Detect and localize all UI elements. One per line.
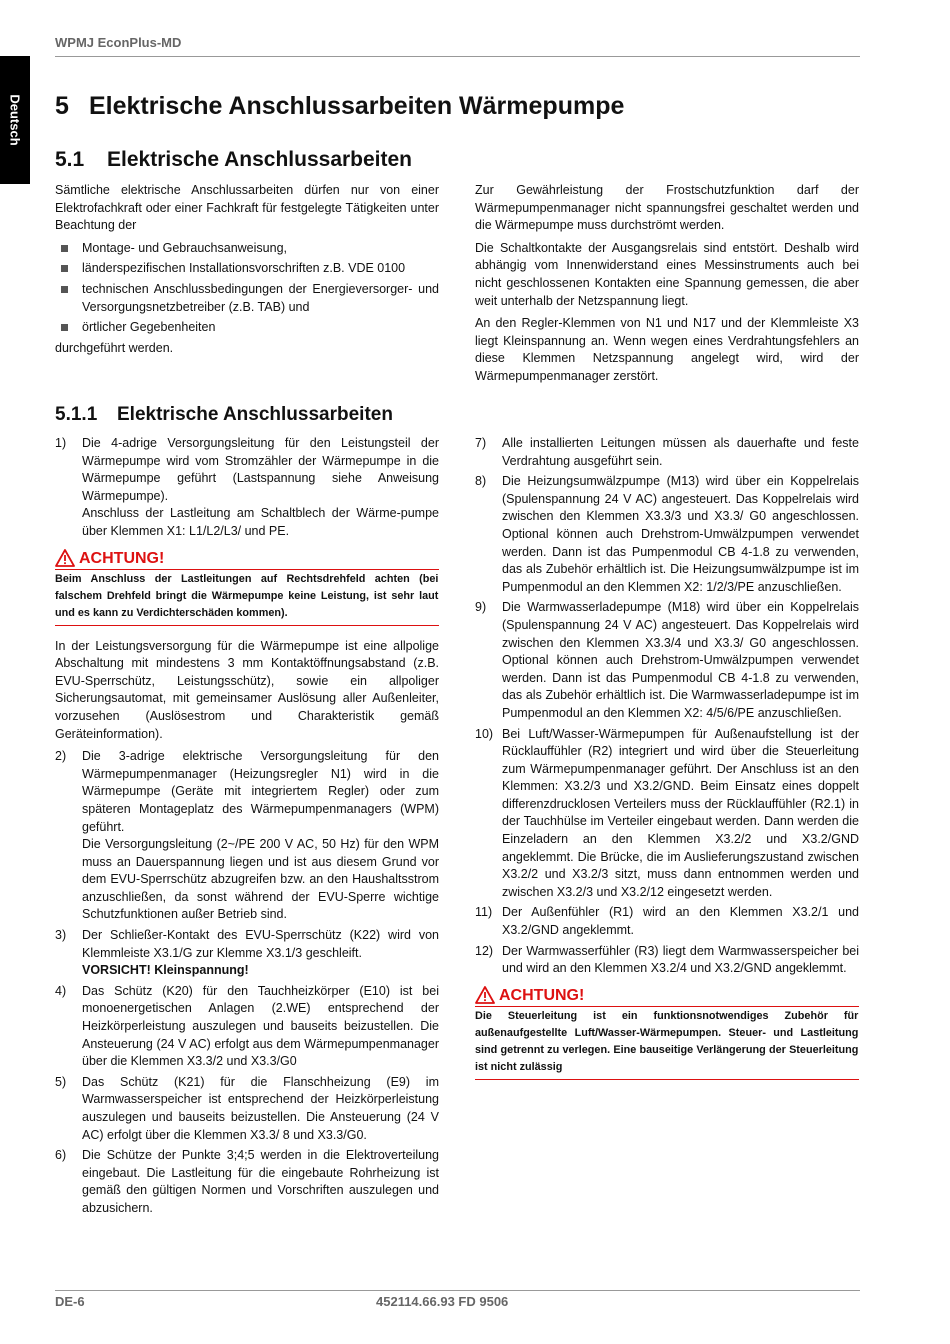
item-number: 2) <box>55 749 67 764</box>
bullet-square-icon <box>61 265 68 272</box>
item-number: 10) <box>475 726 494 741</box>
item-number: 3) <box>55 928 67 943</box>
paragraph: Zur Gewährleistung der Frostschutzfunktion darf der Wärmepumpenmanager nicht spannungsfrei geschaltet werden und die Wärmepumpe muss durchströmt werden. <box>475 183 859 233</box>
language-side-tab <box>0 56 30 184</box>
item-text: Das Schütz (K20) für den Tauchheizkörper (E10) ist bei monoenergetischen Anlagen (2.WE) entsprechend der Heizkörperleistung auszulegen und bauseits beizustellen. Die Ansteuerung (24 V AC) erfolgt aus dem Wärmepumpenmanager über die Klemmen X3.3/2 und X3.3/G0 <box>82 983 439 1069</box>
bullet-item <box>55 240 439 258</box>
bullet-text: örtlicher Gegebenheiten <box>82 320 216 335</box>
bullet-item <box>55 319 439 337</box>
bullet-square-icon <box>61 245 68 252</box>
paragraph: An den Regler-Klemmen von N1 und N17 und der Klemmleiste X3 liegt Kleinspannung an. Wenn wegen eines Verdrahtungsfehlers an diese Klemmen Netzspannung angelegt wird, wird der Wärmepumpenmanager zerstört. <box>475 316 859 383</box>
section-title: Elektrische Anschlussarbeiten <box>107 148 413 171</box>
item-text: Die 4-adrige Versorgungsleitung für den Leistungsteil der Wärmepumpe wird vom Stromzähler der Wärmepumpe in die Wärmepumpe geführt (Lastspannung siehe Anweisung Wärmepumpe). <box>82 436 439 503</box>
item-text: Der Warmwasserfühler (R3) liegt dem Warmwasserspeicher bei und wird an den Klemmen X3.2/4 und X3.2/GND angeklemmt. <box>502 943 859 976</box>
item-number: 5) <box>55 1074 67 1089</box>
intro-paragraph: Sämtliche elektrische Anschlussarbeiten dürfen nur von einer Elektrofachkraft oder einer Fachkraft für festgelegte Tätigkeiten unter Beachtung der <box>55 183 439 233</box>
item-number: 9) <box>475 600 487 615</box>
item-number: 1) <box>55 436 67 450</box>
numbered-item <box>475 904 859 939</box>
item-text: Der Außenfühler (R1) wird an den Klemmen X3.2/1 und X3.2/GND angeklemmt. <box>502 905 859 938</box>
paragraph: Die Schaltkontakte der Ausgangsrelais sind entstört. Deshalb wird abhängig vom Innenwiderstand eines Messinstruments auch bei nicht geschlossenen Kontakten eine Spannung gemessen, die aber weit unterhalb der Netzspannung liegt. <box>475 240 859 308</box>
item-text: Die 3-adrige elektrische Versorgungsleitung für den Wärmepumpenmanager (Heizungsregler N1) wird in die Wärmepumpe (Geräte mit integriertem Regler) oder zum späteren Montageplatz des Wärmepumpenmanagers (WPM) geführt. <box>82 749 439 834</box>
bullet-square-icon <box>61 324 68 331</box>
warning-rule <box>55 625 439 626</box>
bullet-text: technischen Anschlussbedingungen der Energieversorger- und Versorgungsnetzbetreiber (z.B. TAB) und <box>82 281 439 314</box>
numbered-item <box>55 1074 439 1144</box>
item-text: Die Heizungsumwälzpumpe (M13) wird über ein Koppelrelais (Spulenspannung 24 V AC) angesteuert. Das Koppelrelais wird zwischen den Klemmen X3.3/3 und X3.3/ G0 angeschlossen. Optional können auch Drehstrom-Umwälzpumpen verwendet werden. Dann ist das Pumpenmodul CB 4-1.8 zu verwenden, das als Zubehör erhältlich ist. Die Heizungsumwälzpumpe ist im Pumpenmodul an den Klemmen X2: 1/2/3/PE anzuschließen. <box>502 474 859 594</box>
numbered-item <box>475 726 859 902</box>
paragraph: In der Leistungsversorgung für die Wärmepumpe ist eine allpolige Abschaltung mit mindestens 3 mm Kontaktöffnungsabstand (z.B. EVU-Sperrschütz, Leistungsschütz), sowie ein allpoliger Sicherungsautomat, mit gemeinsamer Auslösung aller Außenleiter, vorzusehen (Auslösestrom und Charakteristik gemäß Geräteinformation). <box>55 638 439 741</box>
warning-box <box>55 549 439 626</box>
warning-box <box>475 986 859 1080</box>
item-text: Bei Luft/Wasser-Wärmepumpen für Außenaufstellung ist der Rücklauffühler (R2) integriert und wird über die Steuerleitung zum Wärmepumpenmanager geführt. Der Anschluss ist an den Klemmen: X3.2/3 und X3.2/GND. Beim Einsatz eines doppelt differenzdrucklosen Verteilers muss der Rücklauffühler (R2.1) in der Tauchhülse im Verteiler eingebaut werden. Dann werden die Einzeladern an den Klemmen X3.2/2 und X3.2/GND angeklemmt. Die Brücke, die im Auslieferungszustand zwischen X3.2/2 und X3.2/3 sitzt, muss dann entnommen werden und zwischen X3.2/3 und X3.2/12 eingesetzt werden. <box>502 726 859 899</box>
item-number: 11) <box>475 905 493 920</box>
item-text: Die Schütze der Punkte 3;4;5 werden in die Elektroverteilung eingebaut. Die Lastleitung für die eingebaute Rohrheizung ist gemäß den gültigen Normen und Vorschriften auszulegen und abzusichern. <box>82 1148 439 1215</box>
item-text-continued: Anschluss der Lastleitung am Schaltblech der Wärme-pumpe über Klemmen X1: L1/L2/L3/ und PE. <box>82 506 439 538</box>
document-header-title: WPMJ EconPlus-MD <box>55 35 182 50</box>
numbered-item <box>475 473 859 596</box>
subsection-title: Elektrische Anschlussarbeiten <box>117 404 393 425</box>
warning-title-text: ACHTUNG! <box>79 549 165 567</box>
caution-note: VORSICHT! Kleinspannung! <box>82 963 249 978</box>
section-number: 5.1 <box>55 148 85 171</box>
item-text: Der Schließer-Kontakt des EVU-Sperrschütz (K22) wird von Klemmleiste X3.1/G zur Klemme X3.1/3 geschleift. <box>82 928 439 960</box>
document-number: 452114.66.93 FD 9506 <box>376 1294 509 1309</box>
chapter-heading <box>55 92 624 121</box>
section-left-column <box>55 182 439 362</box>
bullet-square-icon <box>61 286 68 293</box>
bullet-item <box>55 281 439 316</box>
item-text-continued: Die Versorgungsleitung (2~/PE 200 V AC, 50 Hz) für den WPM muss an Dauerspannung liegen und ist aus diesem Grund vor dem EVU-Sperrschütz abzugreifen bzw. an den Haushaltsstrom anzuschließen, da sonst während der EVU-Sperre wichtige Schutzfunktionen außer Betrieb sind. <box>82 837 439 922</box>
header-divider <box>55 56 860 57</box>
numbered-item <box>475 943 859 978</box>
warning-title <box>475 986 859 1005</box>
section-heading <box>55 148 412 172</box>
bullet-text: länderspezifischen Installationsvorschriften z.B. VDE 0100 <box>82 261 406 276</box>
numbered-item <box>55 983 439 1071</box>
item-number: 8) <box>475 474 487 489</box>
footer-divider <box>55 1290 860 1291</box>
warning-title <box>55 549 439 568</box>
warning-text: Die Steuerleitung ist ein funktionsnotwendiges Zubehör für außenaufgestellte Luft/Wasser-Wärmepumpen. Steuer- und Lastleitung sind getrennt zu verlegen. Eine bauseitige Verlängerung der Steuerleitung ist nicht zulässig <box>475 1009 859 1073</box>
numbered-item <box>55 748 439 924</box>
bullet-item <box>55 260 439 278</box>
item-text: Die Warmwasserladepumpe (M18) wird über ein Koppelrelais (Spulenspannung 24 V AC) angesteuert. Das Koppelrelais wird zwischen den Klemmen X3.3/4 und X3.3/ G0 angeschlossen. Optional können auch Drehstrom-Umwälzpumpen verwendet werden. Dann ist das Pumpenmodul CB 4-1.8 zu verwenden, das als Zubehör erhältlich ist. Die Warmwasserladepumpe ist im Pumpenmodul an den Klemmen X2: 4/5/6/PE anzuschließen. <box>502 600 859 720</box>
numbered-item <box>55 927 439 980</box>
chapter-number: 5 <box>55 92 69 120</box>
outro-paragraph: durchgeführt werden. <box>55 340 174 355</box>
numbered-item <box>55 1147 439 1217</box>
subsection-number: 5.1.1 <box>55 404 98 425</box>
numbered-item <box>475 599 859 722</box>
item-number: 4) <box>55 983 67 998</box>
chapter-title: Elektrische Anschlussarbeiten Wärmepumpe <box>89 92 625 120</box>
item-number: 12) <box>475 943 494 958</box>
warning-text: Beim Anschluss der Lastleitungen auf Rechtsdrehfeld achten (bei falschem Drehfeld bringt die Wärmepumpe keine Leistung, ist sehr laut und es kann zu Verdichterschäden kommen). <box>55 572 439 619</box>
numbered-item <box>475 435 859 470</box>
warning-title-text: ACHTUNG! <box>499 986 585 1004</box>
section-right-column <box>475 182 859 391</box>
subsection-heading <box>55 404 393 426</box>
item-text: Das Schütz (K21) für die Flanschheizung (E9) im Warmwasserspeicher ist entsprechend der Heizkörperleistung auszulegen und bauseits beizustellen. Die Ansteuerung (24 V AC) erfolgt über die Klemmen X3.3/ 8 und X3.3/G0. <box>82 1074 439 1142</box>
steps-right-column <box>475 435 859 1092</box>
steps-left-column <box>55 435 439 1221</box>
numbered-item <box>55 435 439 541</box>
item-text: Alle installierten Leitungen müssen als dauerhafte und feste Verdrahtung ausgeführt sein. <box>502 436 859 468</box>
item-number: 7) <box>475 436 487 450</box>
side-tab-label: Deutsch <box>7 94 23 146</box>
warning-triangle-icon <box>475 986 495 1004</box>
warning-rule <box>475 1079 859 1080</box>
bullet-text: Montage- und Gebrauchsanweisung, <box>82 240 287 255</box>
page-number: DE-6 <box>55 1294 85 1309</box>
item-number: 6) <box>55 1148 67 1163</box>
warning-triangle-icon <box>55 549 75 567</box>
